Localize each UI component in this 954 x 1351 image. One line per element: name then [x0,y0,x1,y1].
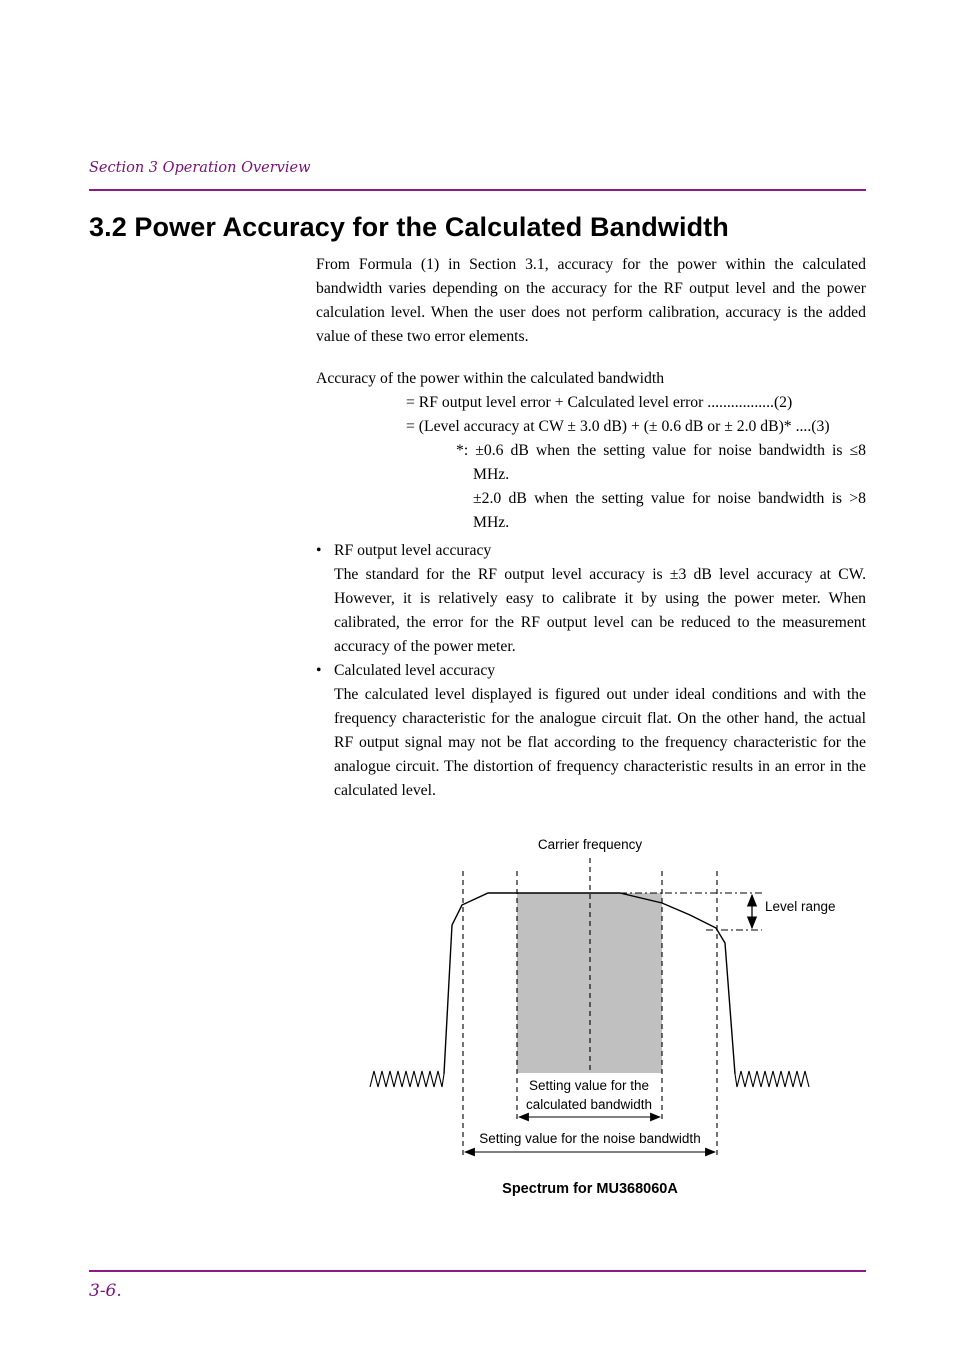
formula-3: = (Level accuracy at CW ± 3.0 dB) + (± 0.6 dB or ± 2.0 dB)* ....(3) [406,418,830,435]
figure-caption: Spectrum for MU368060A [502,1181,678,1197]
bullet-dot-icon: • [316,662,322,679]
bullet-title: RF output level accuracy [334,542,492,559]
calculated-bandwidth-label-line1: Setting value for the [528,1078,650,1093]
bullet-dot-icon: • [316,542,322,559]
bullet-text: The calculated level displayed is figured out under ideal conditions and with the frequency characteristic for the analogue circuit flat. On the other hand, the actual RF output signal may not be flat according to the frequency characteristic for the analogue circuit. The distortion of frequency characteristic results in an error in the calculated level. [334,686,866,799]
calculated-bandwidth-label-line2: calculated bandwidth [525,1097,653,1112]
bullet-title: Calculated level accuracy [334,662,496,679]
page-number: 3-6. [89,1281,122,1301]
carrier-frequency-label: Carrier frequency [537,837,643,852]
accuracy-lead: Accuracy of the power within the calculated bandwidth [316,370,665,387]
section-title: 3.2 Power Accuracy for the Calculated Bandwidth [89,212,729,242]
intro-paragraph: From Formula (1) in Section 3.1, accuracy for the power within the calculated bandwidth varies depending on the accuracy for the RF output level and the power calculation level. When the user does not perform calibration, accuracy is the added value of these two error elements. [316,256,866,345]
bullet-text: The standard for the RF output level accuracy is ±3 dB level accuracy at CW. However, it is relatively easy to calibrate it by using the power meter. When calibrated, the error for the RF output level can be reduced to the measurement accuracy of the power meter. [334,566,866,655]
noise-bandwidth-label: Setting value for the noise bandwidth [479,1131,701,1146]
noise-floor-right [735,1071,809,1087]
formula-2: = RF output level error + Calculated level error .................(2) [406,394,793,411]
calculated-bandwidth-region [517,893,662,1073]
noise-floor-left [370,1071,444,1087]
running-header: Section 3 Operation Overview [89,160,311,176]
formula-note-2: ±2.0 dB when the setting value for noise bandwidth is >8 MHz. [473,490,866,531]
footer-rule [89,1270,866,1272]
formula-note-1: *: ±0.6 dB when the setting value for noise bandwidth is ≤8 MHz. [456,442,866,483]
level-range-label: Level range [765,899,836,914]
